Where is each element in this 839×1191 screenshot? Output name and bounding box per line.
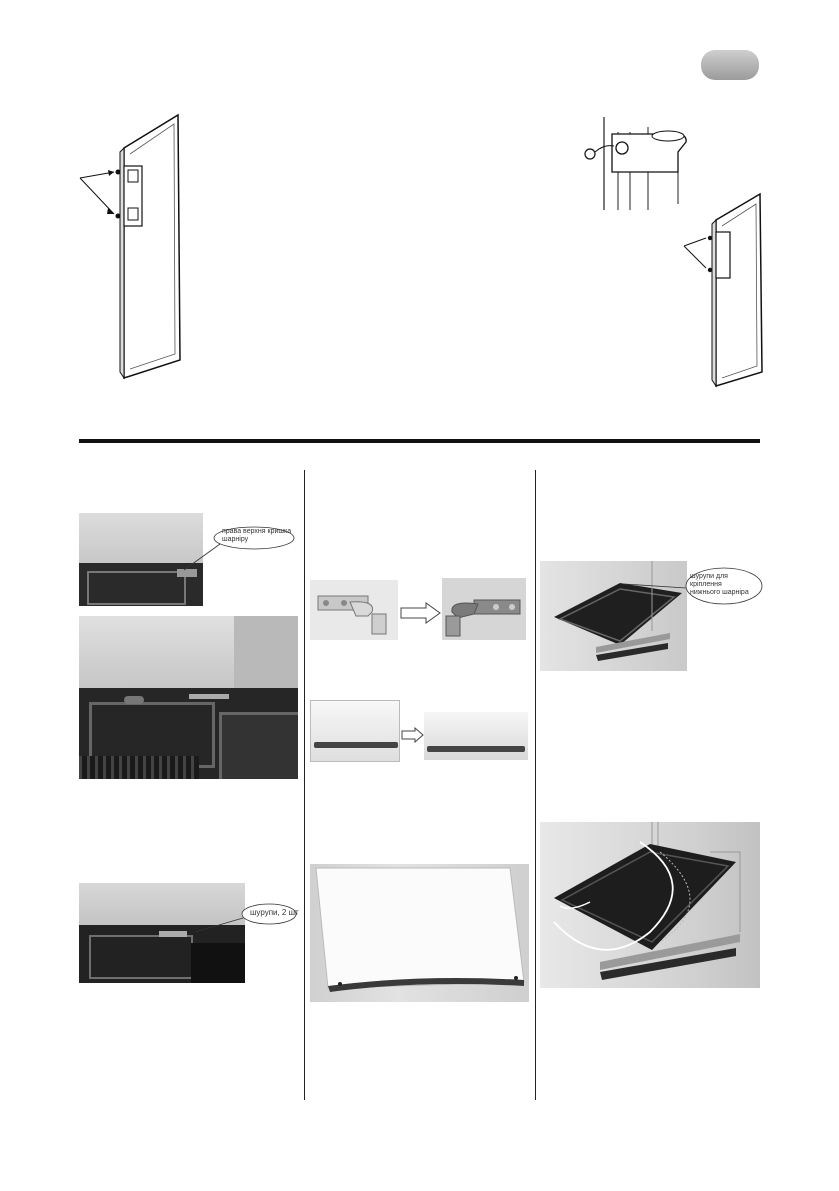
arrow-right-icon: [400, 602, 442, 624]
arrow-right-icon-2: [401, 727, 425, 743]
callout-line-1: шурупи для: [690, 573, 728, 580]
language-badge: [701, 50, 759, 80]
column-divider-2: [535, 470, 536, 1100]
column-divider-1: [304, 470, 305, 1100]
photo-door-edge-before: [310, 700, 400, 762]
photo-top-hinge-wide: [79, 616, 298, 779]
callout-screws-two: [185, 900, 300, 940]
photo-hinge-before: [310, 580, 398, 640]
photo-hinge-after: [442, 578, 526, 640]
photo-lower-panel-rotation: [540, 822, 760, 988]
door-left-illustration: [78, 110, 188, 385]
callout-text-top-hinge-cover: права верхня кришка шарніру: [222, 528, 292, 543]
section-divider: [79, 439, 760, 443]
callout-text-lower-hinge-screws: [690, 573, 762, 597]
callout-line-3: нижнього шарніра: [690, 589, 749, 596]
photo-door-edge-after: [424, 712, 528, 760]
photo-door-large: [310, 864, 529, 1002]
door-right-illustration: [680, 190, 772, 390]
callout-line-2: кріплення: [690, 581, 722, 588]
callout-text-screws-two: шурупи, 2 шт: [250, 908, 299, 917]
hinge-closeup-illustration: [578, 112, 690, 214]
